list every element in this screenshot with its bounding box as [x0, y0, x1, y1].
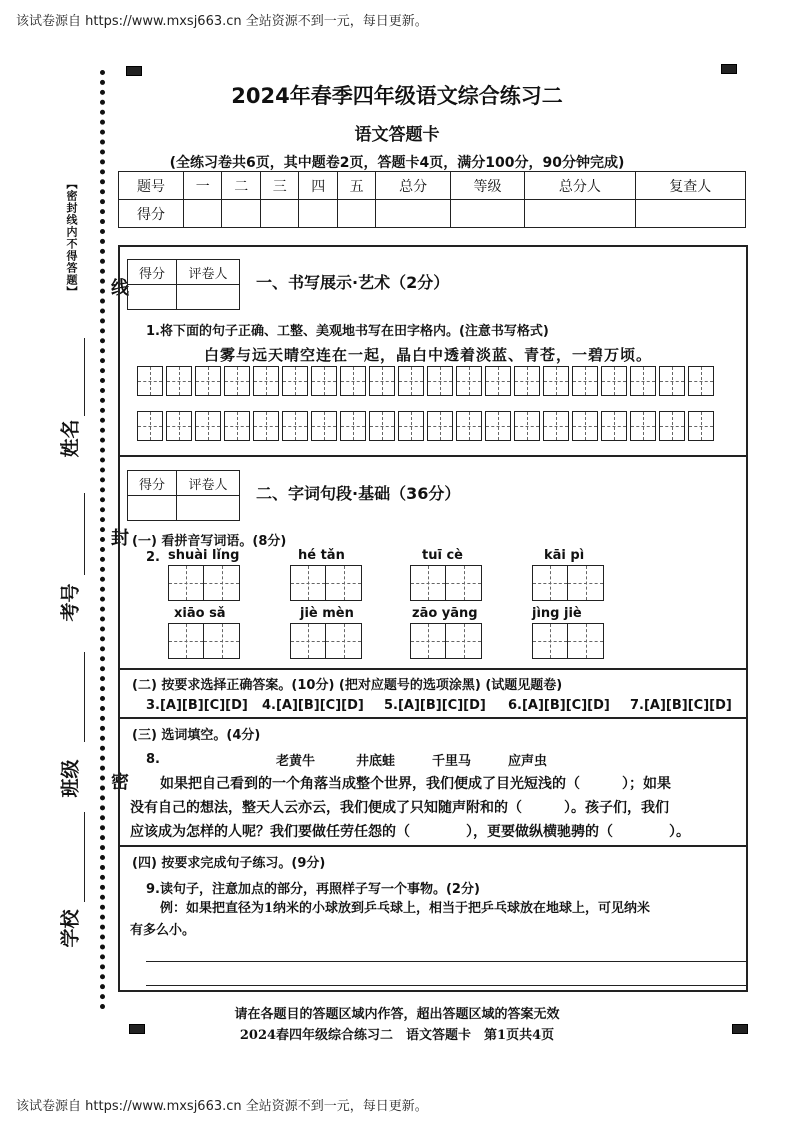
writing-cell[interactable] — [195, 411, 221, 441]
question-8-number: 8. — [146, 752, 160, 767]
score-input-cell[interactable] — [222, 200, 260, 228]
pinyin-answer-cell[interactable] — [446, 623, 482, 659]
writing-grid-row-2[interactable] — [137, 411, 717, 441]
pinyin-item — [410, 548, 482, 601]
writing-cell[interactable] — [485, 411, 511, 441]
grader-name-input[interactable] — [177, 496, 240, 521]
school-field-label: 学校 — [59, 909, 82, 948]
writing-cell[interactable] — [630, 411, 656, 441]
writing-cell[interactable] — [514, 411, 540, 441]
writing-cell[interactable] — [282, 411, 308, 441]
grader-label: 评卷人 — [177, 260, 240, 285]
grader-box-1 — [127, 259, 240, 310]
grader-score-input[interactable] — [128, 496, 177, 521]
pinyin-item — [410, 606, 482, 659]
word-option: 井底蛙 — [356, 754, 396, 769]
part-2-heading: (二) 按要求选择正确答案。(10分) (把对应题号的选项涂黑) (试题见题卷) — [132, 678, 563, 693]
pinyin-item — [168, 606, 240, 659]
writing-cell[interactable] — [282, 366, 308, 396]
score-input-cell[interactable] — [635, 200, 745, 228]
choice-4[interactable]: 4.[A][B][C][D] — [262, 698, 364, 713]
part-3-heading: (三) 选词填空。(4分) — [132, 728, 261, 743]
name-field-line[interactable] — [84, 338, 85, 416]
page-title: 2024年春季四年级语文综合练习二 — [231, 84, 563, 108]
pinyin-answer-cell[interactable] — [326, 565, 362, 601]
score-table-cell: 得分 — [119, 200, 184, 228]
fill-paragraph-line-3: 应该成为怎样的人呢？我们要做任劳任怨的（ ），更要做纵横驰骋的（ ）。 — [130, 824, 690, 840]
section-2-title: 二、字词句段·基础（36分） — [256, 484, 461, 503]
writing-cell[interactable] — [456, 366, 482, 396]
footer-note: 请在各题目的答题区域内作答，超出答题区域的答案无效 — [234, 1007, 560, 1022]
seal-label-feng: 封 — [108, 528, 129, 546]
class-field-line[interactable] — [84, 652, 85, 742]
writing-cell[interactable] — [514, 366, 540, 396]
writing-cell[interactable] — [456, 411, 482, 441]
word-option: 应声虫 — [508, 754, 548, 769]
writing-cell[interactable] — [659, 366, 685, 396]
question-2-number: 2. — [146, 550, 160, 565]
writing-grid-row-1[interactable] — [137, 366, 717, 396]
score-input-cell[interactable] — [376, 200, 450, 228]
score-input-cell[interactable] — [450, 200, 524, 228]
pinyin-text: jìng jiè — [532, 606, 582, 621]
class-field-label: 班级 — [59, 759, 82, 798]
answer-line[interactable] — [146, 961, 746, 962]
writing-cell[interactable] — [688, 411, 714, 441]
grader-box-2 — [127, 470, 240, 521]
part-divider — [118, 845, 748, 847]
pinyin-item — [532, 548, 604, 601]
score-table-cell: 等级 — [450, 172, 524, 200]
question-1-sentence: 白雾与远天晴空连在一起，晶白中透着淡蓝、青苍，一碧万顷。 — [204, 346, 653, 364]
writing-cell[interactable] — [311, 366, 337, 396]
score-table-cell: 总分 — [376, 172, 450, 200]
score-table-cell: 二 — [222, 172, 260, 200]
writing-cell[interactable] — [543, 366, 569, 396]
writing-cell[interactable] — [253, 411, 279, 441]
choice-6[interactable]: 6.[A][B][C][D] — [508, 698, 610, 713]
writing-cell[interactable] — [311, 411, 337, 441]
question-1-text: 1.将下面的句子正确、工整、美观地书写在田字格内。(注意书写格式) — [146, 324, 549, 339]
registration-mark-top-left — [126, 66, 142, 76]
grader-label: 评卷人 — [177, 471, 240, 496]
score-input-cell[interactable] — [184, 200, 222, 228]
score-table-score-row — [119, 200, 746, 228]
score-input-cell[interactable] — [525, 200, 635, 228]
writing-cell[interactable] — [340, 366, 366, 396]
seal-label-mi: 密 — [108, 772, 129, 790]
pinyin-answer-cell[interactable] — [532, 623, 568, 659]
writing-cell[interactable] — [601, 411, 627, 441]
choice-3[interactable]: 3.[A][B][C][D] — [146, 698, 248, 713]
pinyin-answer-cell[interactable] — [290, 565, 326, 601]
score-table-cell: 三 — [260, 172, 298, 200]
grader-score-label: 得分 — [128, 471, 177, 496]
score-table-cell: 总分人 — [525, 172, 635, 200]
writing-cell[interactable] — [253, 366, 279, 396]
part-4-heading: (四) 按要求完成句子练习。(9分) — [132, 856, 326, 871]
exam-number-field-label: 考号 — [59, 583, 82, 622]
pinyin-text: hé tǎn — [298, 548, 345, 563]
writing-cell[interactable] — [601, 366, 627, 396]
writing-cell[interactable] — [398, 366, 424, 396]
score-input-cell[interactable] — [337, 200, 375, 228]
writing-cell[interactable] — [224, 366, 250, 396]
answer-line[interactable] — [146, 985, 746, 986]
question-9-text: 9.读句子，注意加点的部分，再照样子写一个事物。(2分) — [146, 882, 480, 897]
watermark-bottom: 该试卷源自 https://www.mxsj663.cn 全站资源不到一元，每日更新。 — [16, 1099, 428, 1114]
section-1-title: 一、书写展示·艺术（2分） — [256, 273, 450, 292]
word-option: 千里马 — [432, 754, 472, 769]
pinyin-answer-cell[interactable] — [204, 623, 240, 659]
school-field-line[interactable] — [84, 812, 85, 902]
writing-cell[interactable] — [398, 411, 424, 441]
exam-number-field-line[interactable] — [84, 493, 85, 575]
exam-info: (全练习卷共6页，其中题卷2页，答题卡4页，满分100分，90分钟完成) — [169, 155, 625, 171]
score-table-header-row — [119, 172, 746, 200]
score-input-cell[interactable] — [260, 200, 298, 228]
grader-score-input[interactable] — [128, 285, 177, 310]
registration-mark-top-right — [721, 64, 737, 74]
pinyin-answer-cell[interactable] — [568, 565, 604, 601]
pinyin-item — [290, 548, 362, 601]
pinyin-text: zāo yāng — [412, 606, 478, 621]
section-divider — [118, 455, 748, 457]
writing-cell[interactable] — [572, 411, 598, 441]
writing-cell[interactable] — [340, 411, 366, 441]
writing-cell[interactable] — [166, 366, 192, 396]
choice-5[interactable]: 5.[A][B][C][D] — [384, 698, 486, 713]
part-1-heading: (一) 看拼音写词语。(8分) — [132, 534, 287, 549]
writing-cell[interactable] — [369, 366, 395, 396]
pinyin-text: tuī cè — [422, 548, 463, 563]
example-line-2: 有多么小。 — [130, 923, 196, 938]
writing-cell[interactable] — [485, 366, 511, 396]
pinyin-answer-cell[interactable] — [446, 565, 482, 601]
watermark-top: 该试卷源自 https://www.mxsj663.cn 全站资源不到一元，每日更新。 — [16, 14, 428, 29]
part-divider — [118, 668, 748, 670]
score-input-cell[interactable] — [299, 200, 337, 228]
pinyin-answer-cell[interactable] — [168, 565, 204, 601]
writing-cell[interactable] — [137, 411, 163, 441]
score-table-cell: 四 — [299, 172, 337, 200]
pinyin-answer-cell[interactable] — [290, 623, 326, 659]
fill-paragraph-line-2: 没有自己的想法，整天人云亦云，我们便成了只知随声附和的（ ）。孩子们，我们 — [130, 800, 669, 816]
writing-cell[interactable] — [195, 366, 221, 396]
word-option: 老黄牛 — [276, 754, 316, 769]
writing-cell[interactable] — [369, 411, 395, 441]
pinyin-text: jiè mèn — [300, 606, 354, 621]
grader-score-label: 得分 — [128, 260, 177, 285]
example-line-1: 例：如果把直径为1纳米的小球放到乒乓球上，相当于把乒乓球放在地球上，可见纳米 — [160, 901, 651, 916]
choice-7[interactable]: 7.[A][B][C][D] — [630, 698, 732, 713]
writing-cell[interactable] — [659, 411, 685, 441]
score-table-cell: 题号 — [119, 172, 184, 200]
pinyin-answer-cell[interactable] — [204, 565, 240, 601]
writing-cell[interactable] — [630, 366, 656, 396]
part-divider — [118, 717, 748, 719]
writing-cell[interactable] — [427, 366, 453, 396]
footer-page-info: 2024春四年级综合练习二 语文答题卡 第1页共4页 — [239, 1028, 555, 1043]
pinyin-answer-cell[interactable] — [568, 623, 604, 659]
score-table — [118, 171, 746, 228]
pinyin-text: kāi pì — [544, 548, 585, 563]
seal-note: 【密封线内不得答题】 — [65, 178, 78, 298]
pinyin-answer-cell[interactable] — [410, 623, 446, 659]
pinyin-answer-cell[interactable] — [326, 623, 362, 659]
page-subtitle: 语文答题卡 — [354, 125, 440, 145]
pinyin-text: xiāo sǎ — [174, 606, 226, 621]
writing-cell[interactable] — [137, 366, 163, 396]
fill-paragraph-line-1: 如果把自己看到的一个角落当成整个世界，我们便成了目光短浅的（ ）；如果 — [160, 776, 671, 792]
pinyin-item — [532, 606, 604, 659]
pinyin-answer-cell[interactable] — [168, 623, 204, 659]
writing-cell[interactable] — [543, 411, 569, 441]
score-table-cell: 五 — [337, 172, 375, 200]
pinyin-item — [168, 548, 240, 601]
seal-label-xian: 线 — [108, 278, 129, 296]
writing-cell[interactable] — [688, 366, 714, 396]
score-table-cell: 一 — [184, 172, 222, 200]
writing-cell[interactable] — [427, 411, 453, 441]
pinyin-answer-cell[interactable] — [532, 565, 568, 601]
writing-cell[interactable] — [224, 411, 250, 441]
pinyin-answer-cell[interactable] — [410, 565, 446, 601]
writing-cell[interactable] — [166, 411, 192, 441]
grader-name-input[interactable] — [177, 285, 240, 310]
score-table-cell: 复查人 — [635, 172, 745, 200]
name-field-label: 姓名 — [59, 419, 82, 458]
pinyin-text: shuài lǐng — [168, 548, 240, 563]
writing-cell[interactable] — [572, 366, 598, 396]
pinyin-item — [290, 606, 362, 659]
